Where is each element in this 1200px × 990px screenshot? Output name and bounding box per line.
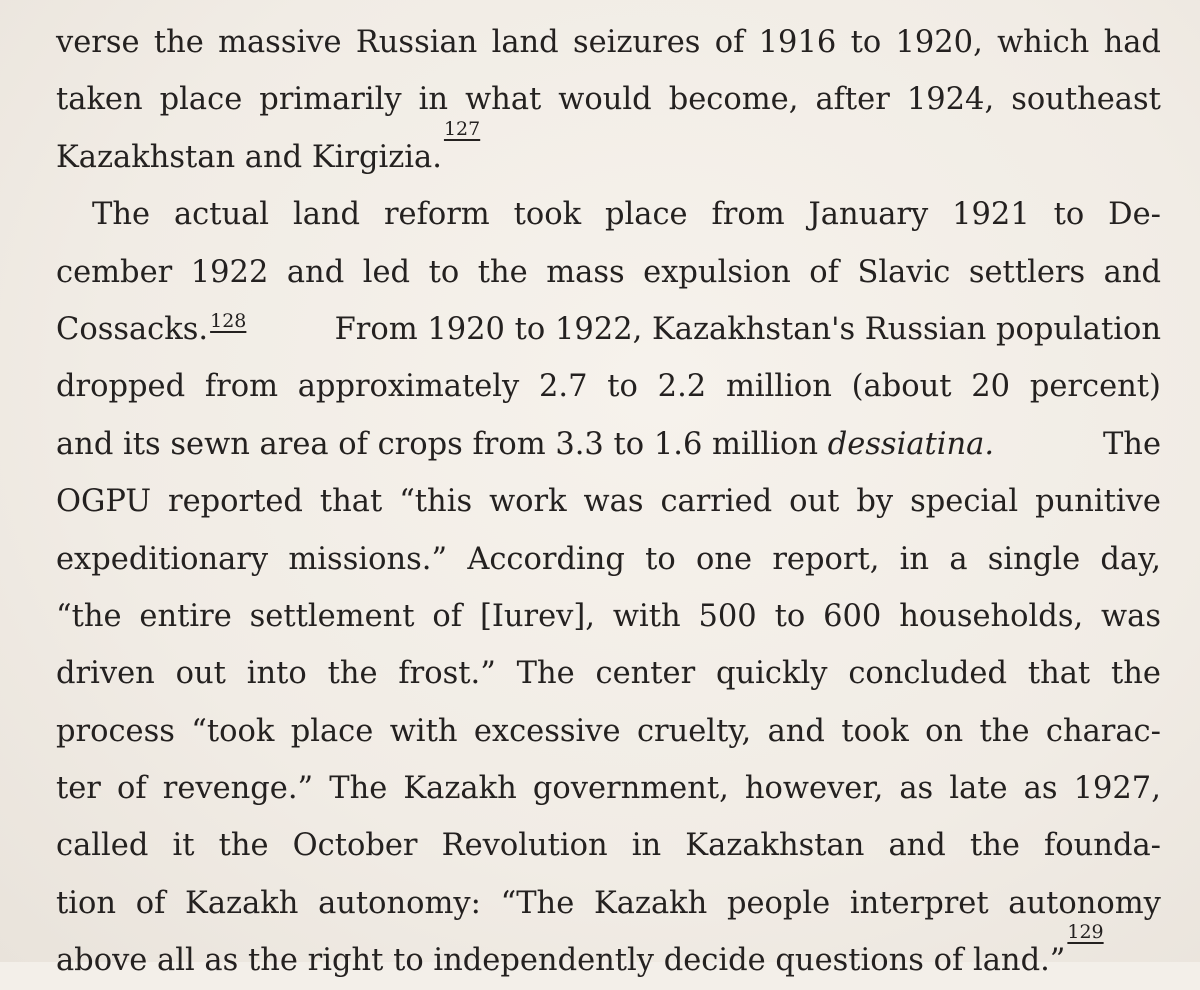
word: “took: [191, 713, 275, 749]
word: Revolution: [441, 828, 608, 864]
word: frost.”: [398, 656, 496, 692]
word: 1927,: [1073, 771, 1161, 807]
word: land: [491, 25, 559, 60]
word: punitive: [1035, 484, 1161, 520]
word: The: [516, 656, 575, 692]
word: households,: [899, 598, 1084, 634]
footnote-ref[interactable]: 128: [210, 309, 247, 332]
footnote-ref[interactable]: 129: [1067, 921, 1104, 944]
word: Slavic: [857, 254, 951, 290]
italic-term: dessiatina.: [827, 426, 995, 462]
word: led: [362, 254, 411, 290]
word: 500: [698, 598, 757, 634]
word: “the: [56, 598, 122, 634]
word: and: [1103, 254, 1161, 290]
word: single: [987, 541, 1081, 577]
word: place: [159, 82, 243, 118]
word: and: [286, 254, 345, 290]
word: 20: [971, 369, 1011, 405]
word: January: [808, 197, 929, 233]
line-text: Cossacks.: [56, 311, 209, 347]
word: 1920,: [895, 25, 983, 60]
word: 2.7: [539, 369, 588, 405]
word: had: [1103, 25, 1161, 60]
text-line: [56, 703, 1161, 760]
word: with: [389, 713, 458, 749]
word: charac-: [1045, 713, 1161, 749]
word: Kazakh: [403, 771, 517, 807]
word: in: [899, 541, 930, 577]
text-line: [56, 416, 1161, 473]
word: 1921: [952, 197, 1030, 233]
word: and: [767, 713, 825, 749]
word: to: [428, 254, 460, 290]
word: approximately: [297, 369, 520, 405]
word: According: [467, 541, 625, 577]
word: by: [856, 484, 894, 520]
word: day,: [1100, 541, 1161, 577]
word: founda-: [1044, 828, 1161, 864]
word: million: [725, 369, 832, 405]
word: 600: [823, 598, 882, 634]
line-text: Kazakhstan and Kirgizia.: [56, 139, 442, 175]
word: 1924,: [906, 82, 995, 118]
word: entire: [139, 598, 232, 634]
word: verse: [56, 25, 140, 60]
word: (about: [851, 369, 952, 405]
word: of: [135, 885, 166, 921]
text-line: [56, 760, 1161, 817]
word: driven: [56, 656, 155, 692]
word: of: [432, 598, 463, 634]
word: taken: [56, 82, 143, 118]
word: the: [477, 254, 528, 290]
word: settlers: [968, 254, 1086, 290]
word: to: [1053, 197, 1085, 233]
text-line: [56, 473, 1161, 530]
body-text: [56, 14, 1161, 990]
word: took: [841, 713, 909, 749]
line-text: From 1920 to 1922, Kazakhstan's Russian population: [334, 311, 1161, 347]
word: reported: [168, 484, 303, 520]
text-line: [56, 186, 1161, 243]
footnote-ref[interactable]: 127: [443, 117, 481, 140]
word: to: [774, 598, 806, 634]
word: cruelty,: [636, 713, 752, 749]
word: of: [714, 25, 745, 60]
word: autonomy:: [318, 885, 481, 921]
word: and: [888, 828, 946, 864]
word: 2.2: [657, 369, 707, 405]
word: special: [910, 484, 1019, 520]
word: from: [204, 369, 278, 405]
word: as: [899, 771, 934, 807]
word: was: [1101, 598, 1161, 634]
text-line: [56, 14, 1161, 71]
text-line: [56, 301, 1161, 358]
word: 1922: [190, 254, 269, 290]
line-text: and its sewn area of crops from 3.3 to 1.6 million: [56, 426, 818, 462]
word: out: [175, 656, 226, 692]
word: center: [595, 656, 696, 692]
word: expulsion: [643, 254, 791, 290]
word: it: [172, 828, 195, 864]
word: of: [809, 254, 839, 290]
word: what: [465, 82, 542, 118]
word: settlement: [249, 598, 415, 634]
word: dropped: [56, 369, 186, 405]
word: cember: [56, 254, 173, 290]
word: one: [696, 541, 753, 577]
word: report,: [772, 541, 880, 577]
word: revenge.”: [162, 771, 314, 807]
word: become,: [668, 82, 799, 118]
word: tion: [56, 885, 117, 921]
word: expeditionary: [56, 541, 269, 577]
word: to: [607, 369, 638, 405]
text-line: [56, 531, 1161, 588]
word: Kazakhstan: [685, 828, 865, 864]
word: The: [92, 197, 151, 233]
word: place: [604, 197, 688, 233]
text-line: [56, 645, 1161, 702]
word: in: [418, 82, 449, 118]
word: autonomy: [1008, 885, 1161, 921]
line-text: above all as the right to independently decide questions of land.”: [56, 943, 1066, 979]
word: late: [949, 771, 1008, 807]
text-line: [56, 71, 1161, 128]
word: process: [56, 713, 175, 749]
word: interpret: [849, 885, 989, 921]
word: would: [558, 82, 652, 118]
word: however,: [744, 771, 884, 807]
word: work: [489, 484, 567, 520]
word: took: [513, 197, 582, 233]
word: [Iurev],: [479, 598, 595, 634]
word: The: [329, 771, 388, 807]
word: 1916: [758, 25, 837, 60]
word: the: [153, 25, 204, 60]
word: the: [1110, 656, 1161, 692]
word: the: [969, 828, 1020, 864]
word: that: [1027, 656, 1091, 692]
text-line: [56, 588, 1161, 645]
word: carried: [660, 484, 773, 520]
word: seizures: [572, 25, 701, 60]
word: quickly: [716, 656, 828, 692]
text-line: [56, 244, 1161, 301]
word: actual: [173, 197, 270, 233]
word: land: [292, 197, 361, 233]
word: primarily: [259, 82, 402, 118]
word: called: [56, 828, 149, 864]
word: which: [997, 25, 1090, 60]
word: Kazakh: [593, 885, 708, 921]
word: October: [292, 828, 418, 864]
word: percent): [1029, 369, 1161, 405]
line-text: The: [1102, 426, 1161, 462]
word: Russian: [355, 25, 478, 60]
word: from: [711, 197, 785, 233]
word: as: [1023, 771, 1058, 807]
word: Kazakh: [185, 885, 299, 921]
word: ter: [56, 771, 101, 807]
word: concluded: [848, 656, 1007, 692]
word: in: [631, 828, 662, 864]
text-line: [56, 358, 1161, 415]
word: into: [246, 656, 307, 692]
word: that: [319, 484, 383, 520]
word: southeast: [1011, 82, 1161, 118]
word: after: [815, 82, 890, 118]
word: mass: [546, 254, 625, 290]
word: De-: [1108, 197, 1161, 233]
word: to: [645, 541, 676, 577]
word: massive: [218, 25, 342, 60]
word: a: [949, 541, 968, 577]
word: missions.”: [288, 541, 448, 577]
word: the: [218, 828, 269, 864]
word: “The: [500, 885, 575, 921]
word: reform: [383, 197, 490, 233]
word: OGPU: [56, 484, 152, 520]
word: people: [726, 885, 831, 921]
text-line: [56, 117, 1161, 186]
word: on: [925, 713, 964, 749]
word: to: [850, 25, 882, 60]
word: government,: [532, 771, 729, 807]
word: “this: [399, 484, 473, 520]
word: out: [789, 484, 840, 520]
word: place: [290, 713, 374, 749]
word: the: [327, 656, 378, 692]
text-line: [56, 921, 1161, 989]
word: excessive: [473, 713, 621, 749]
word: was: [583, 484, 644, 520]
word: with: [612, 598, 681, 634]
word: of: [116, 771, 147, 807]
text-line: [56, 817, 1161, 874]
text-line: [56, 875, 1161, 932]
word: the: [979, 713, 1030, 749]
